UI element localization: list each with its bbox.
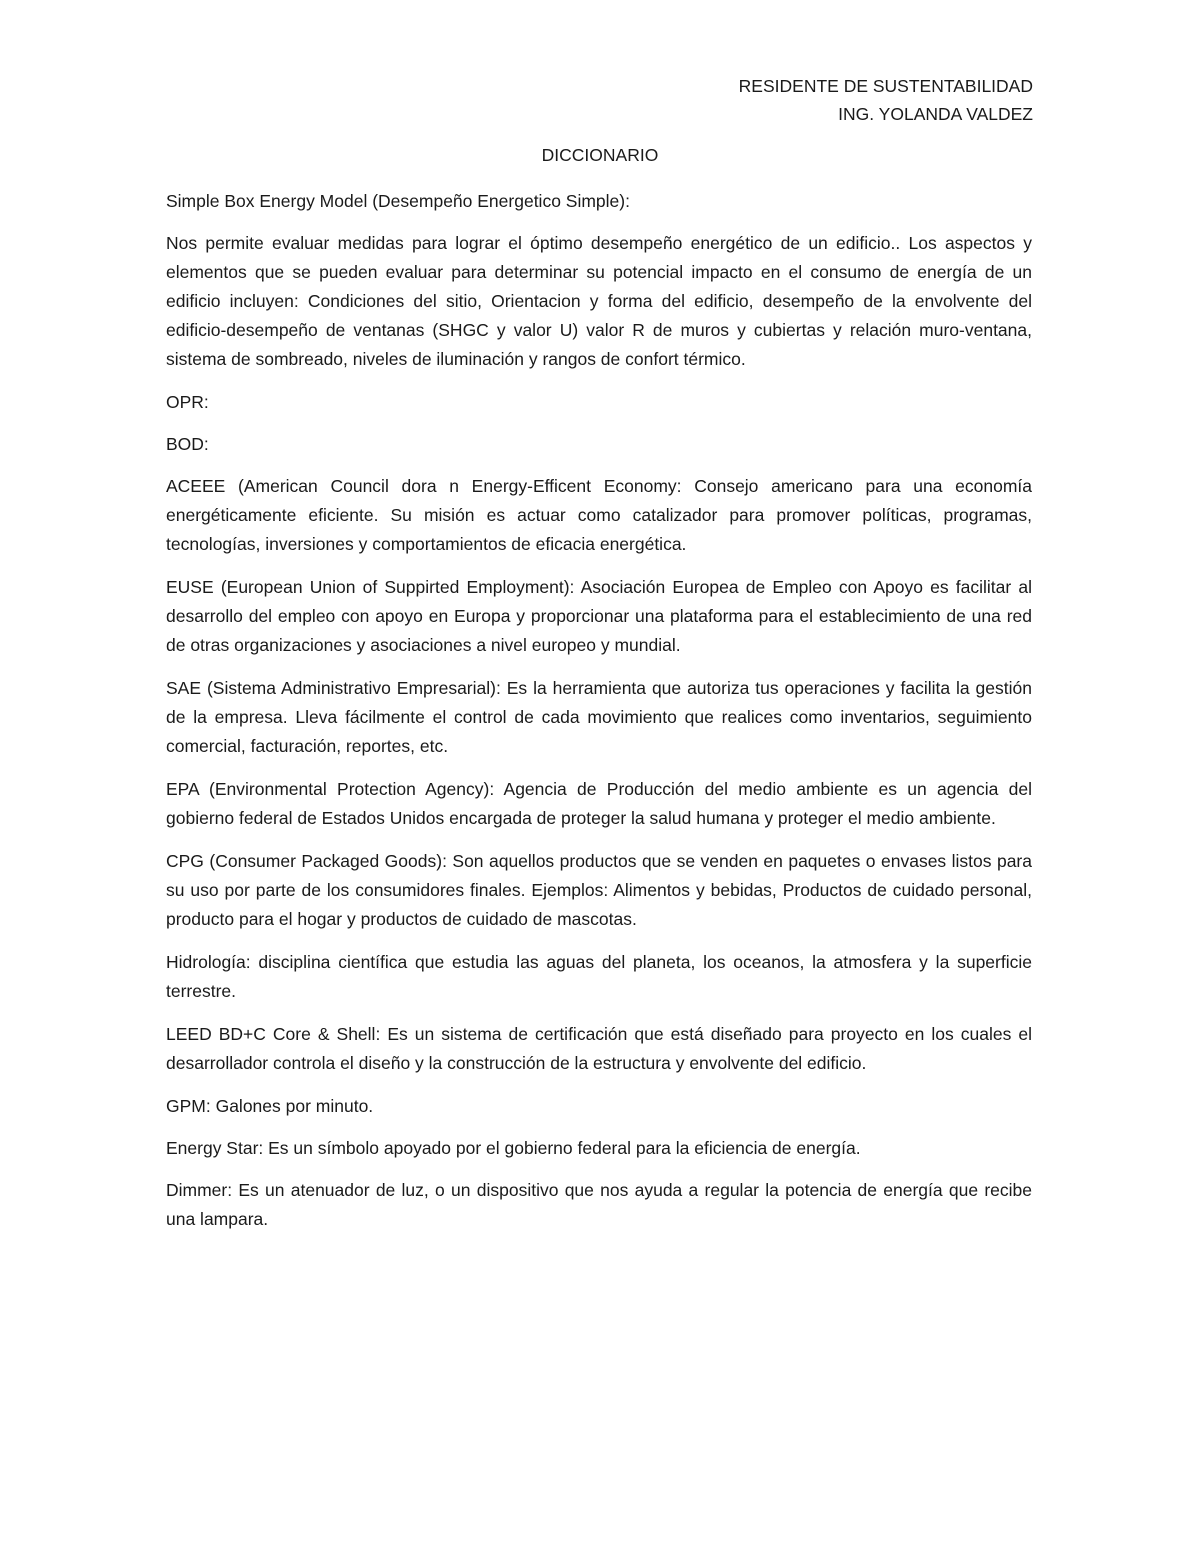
entry-simple-box-heading: Simple Box Energy Model (Desempeño Energetico Simple): bbox=[166, 191, 630, 211]
header-role: RESIDENTE DE SUSTENTABILIDAD bbox=[738, 76, 1033, 96]
entry-bod: BOD: bbox=[166, 434, 209, 454]
entry-hidrologia: Hidrología: disciplina científica que estudia las aguas del planeta, los oceanos, la atmosfera y la superficie terrestre. bbox=[166, 952, 1032, 1001]
entry-sae: SAE (Sistema Administrativo Empresarial): Es la herramienta que autoriza tus operaciones y facilita la gestión de la empresa. Lleva fácilmente el control de cada movimiento que realices como inventarios, seguimiento comercial, facturación, reportes, etc. bbox=[166, 678, 1032, 756]
document-header bbox=[739, 72, 1033, 128]
entry-epa: EPA (Environmental Protection Agency): Agencia de Producción del medio ambiente es un agencia del gobierno federal de Estados Unidos encargada de proteger la salud humana y proteger el medio ambiente. bbox=[166, 779, 1032, 828]
entry-dimmer: Dimmer: Es un atenuador de luz, o un dispositivo que nos ayuda a regular la potencia de energía que recibe una lampara. bbox=[166, 1180, 1032, 1229]
entry-simple-box-definition: Nos permite evaluar medidas para lograr el óptimo desempeño energético de un edificio.. Los aspectos y elementos que se pueden evaluar para determinar su potencial impacto en el consumo de energía de un edificio incluyen: Condiciones del sitio, Orientacion y forma del edificio, desempeño de la envolvente del edificio-desempeño de ventanas (SHGC y valor U) valor R de muros y cubiertas y relación muro-ventana, sistema de sombreado, niveles de iluminación y rangos de confort térmico. bbox=[166, 233, 1032, 369]
entry-leed: LEED BD+C Core & Shell: Es un sistema de certificación que está diseñado para proyecto en los cuales el desarrollador controla el diseño y la construcción de la estructura y envolvente del edificio. bbox=[166, 1024, 1032, 1073]
document-body bbox=[166, 187, 1032, 1248]
document-title: DICCIONARIO bbox=[541, 145, 659, 165]
entry-opr: OPR: bbox=[166, 392, 209, 412]
entry-gpm: GPM: Galones por minuto. bbox=[166, 1096, 374, 1116]
entry-euse: EUSE (European Union of Suppirted Employment): Asociación Europea de Empleo con Apoyo es facilitar al desarrollo del empleo con apoyo en Europa y proporcionar una plataforma para el establecimiento de una red de otras organizaciones y asociaciones a nivel europeo y mundial. bbox=[166, 577, 1032, 655]
header-author: ING. YOLANDA VALDEZ bbox=[838, 104, 1033, 124]
entry-cpg: CPG (Consumer Packaged Goods): Son aquellos productos que se venden en paquetes o envases listos para su uso por parte de los consumidores finales. Ejemplos: Alimentos y bebidas, Productos de cuidado personal, producto para el hogar y productos de cuidado de mascotas. bbox=[166, 851, 1032, 929]
entry-aceee: ACEEE (American Council dora n Energy-Efficent Economy: Consejo americano para una economía energéticamente eficiente. Su misión es actuar como catalizador para promover políticas, programas, tecnologías, inversiones y comportamientos de eficacia energética. bbox=[166, 476, 1032, 554]
entry-energy-star: Energy Star: Es un símbolo apoyado por el gobierno federal para la eficiencia de energía. bbox=[166, 1138, 861, 1158]
